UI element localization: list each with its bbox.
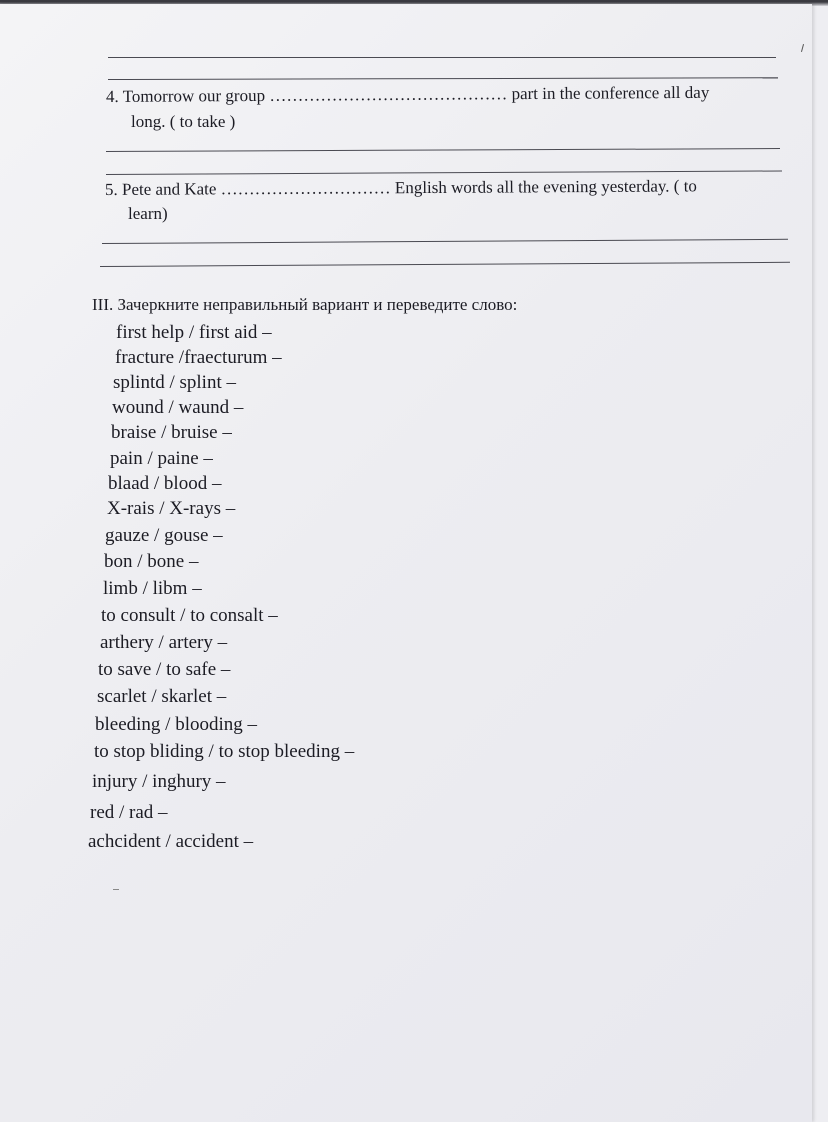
vocab-item: achcident / accident –: [88, 831, 254, 852]
vocab-item: to save / to safe –: [98, 659, 231, 680]
vocab-item: bon / bone –: [104, 551, 199, 572]
vocab-item: braise / bruise –: [111, 422, 232, 443]
section-3-heading: III. Зачеркните неправильный вариант и переведите слово:: [92, 295, 518, 314]
vocab-item: pain / paine –: [110, 448, 213, 469]
vocab-item: to stop bliding / to stop bleeding –: [94, 741, 355, 762]
vocab-item: blaad / blood –: [108, 473, 222, 494]
question-number: 5.: [104, 179, 118, 199]
vocab-item: bleeding / blooding –: [95, 714, 258, 735]
question-4-continuation: long. ( to take ): [131, 112, 236, 131]
blank-dots: ……………………………………: [269, 84, 508, 105]
vocab-item: red / rad –: [90, 802, 168, 823]
question-text-after: part in the conference all day: [511, 82, 710, 104]
vocab-item: X-rais / X-rays –: [107, 498, 236, 519]
vocab-item: first help / first aid –: [116, 322, 272, 343]
question-5: [105, 176, 697, 200]
vocab-item: limb / libm –: [103, 578, 202, 599]
vocab-item: fracture /fraecturum –: [115, 347, 282, 368]
question-number: 4.: [105, 86, 119, 106]
vocab-item: to consult / to consalt –: [101, 605, 278, 626]
question-text-after: English words all the evening yesterday. ( to: [394, 176, 697, 198]
question-5-continuation: learn): [128, 204, 168, 223]
paper-speck: [113, 889, 119, 890]
edge-mark: [801, 44, 804, 52]
vocab-item: injury / inghury –: [92, 771, 226, 792]
vocab-item: arthery / artery –: [100, 632, 228, 653]
question-text-before: Pete and Kate: [121, 179, 217, 199]
vocab-item: wound / waund –: [112, 397, 244, 418]
question-4: [106, 83, 709, 107]
question-text-before: Tomorrow our group: [122, 85, 266, 106]
vocab-item: gauze / gouse –: [105, 525, 223, 546]
vocab-item: splintd / splint –: [113, 372, 236, 393]
blank-dots: …………………………: [220, 178, 391, 199]
answer-line: [108, 57, 776, 58]
vocab-item: scarlet / skarlet –: [97, 686, 227, 707]
